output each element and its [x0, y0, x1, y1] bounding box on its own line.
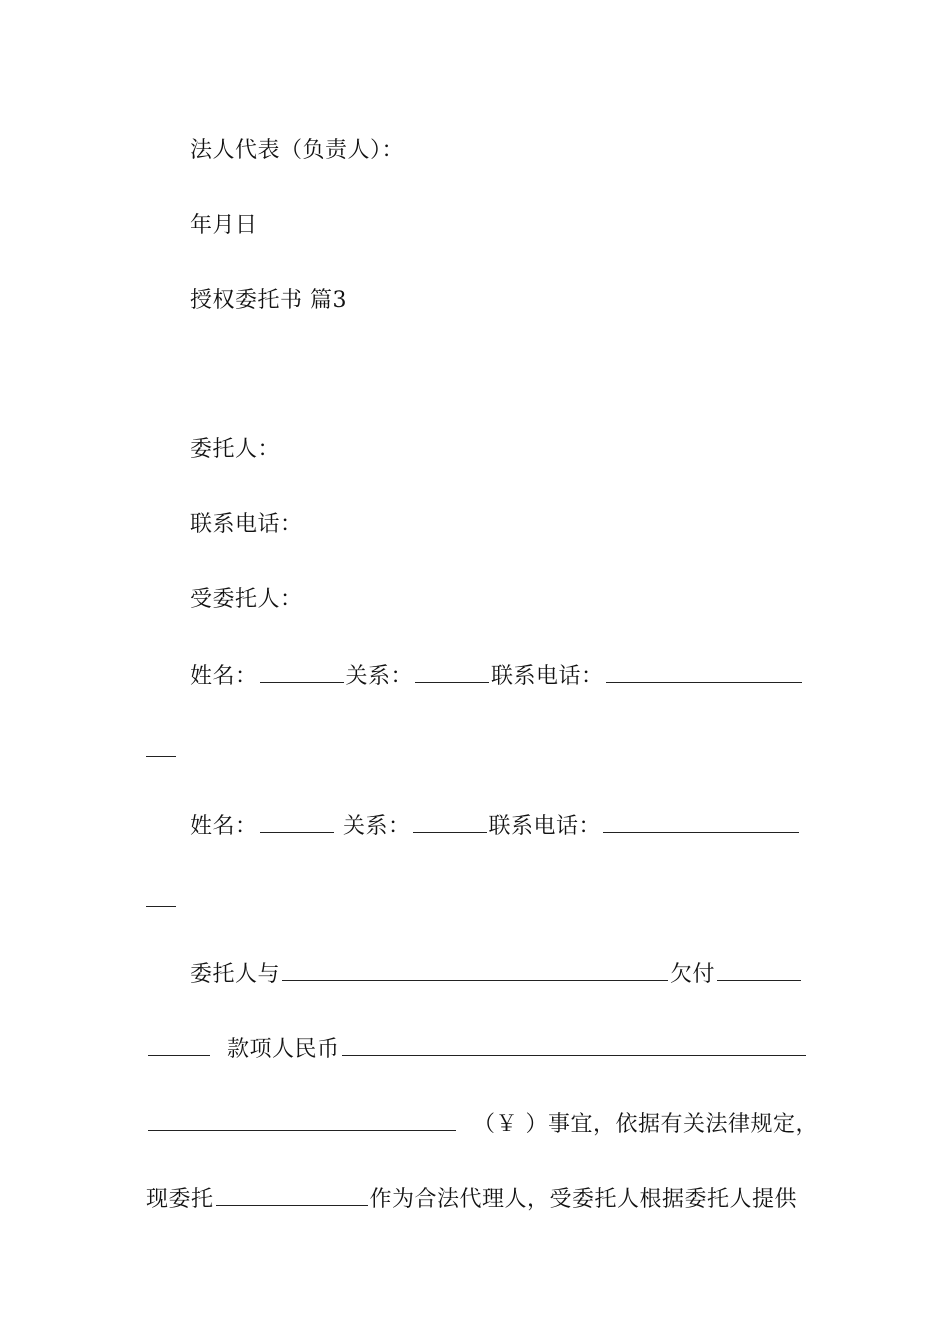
phone-blank[interactable]	[603, 810, 799, 833]
principal-label: 委托人：	[190, 437, 281, 462]
debt-blank[interactable]	[717, 958, 801, 981]
amount-blank[interactable]	[342, 1033, 806, 1056]
paragraph-text: （￥ ）事宜，依据有关法律规定，	[473, 1112, 818, 1137]
name-blank[interactable]	[260, 660, 344, 683]
paragraph-line-2	[146, 1033, 808, 1065]
paragraph-line-3	[146, 1108, 818, 1140]
name-label: 姓名：	[190, 814, 258, 839]
agent-row-2	[190, 810, 801, 842]
principal-phone-line	[190, 510, 303, 540]
date-label: 年月日	[190, 213, 258, 238]
section-title-text: 授权委托书 篇3	[190, 288, 347, 313]
name-label: 姓名：	[190, 664, 258, 689]
phone-label: 联系电话：	[488, 814, 602, 839]
attorney-blank[interactable]	[216, 1183, 368, 1206]
phone-blank-continuation[interactable]	[146, 906, 176, 907]
agent-label: 受委托人：	[190, 587, 303, 612]
paragraph-text: 现委托	[146, 1187, 214, 1212]
agent-row-1	[190, 660, 804, 692]
paragraph-text: 作为合法代理人，受委托人根据委托人提供	[369, 1187, 798, 1212]
amount-blank-continuation[interactable]	[148, 1108, 456, 1131]
paragraph-line-1	[190, 958, 803, 990]
phone-blank[interactable]	[606, 660, 802, 683]
relation-label: 关系：	[343, 814, 411, 839]
relation-blank[interactable]	[415, 660, 489, 683]
phone-label: 联系电话：	[491, 664, 604, 689]
paragraph-line-4	[146, 1183, 797, 1215]
paragraph-text: 款项人民币	[227, 1037, 340, 1062]
principal-phone-label: 联系电话：	[190, 512, 303, 537]
relation-label: 关系：	[345, 664, 414, 689]
legal-representative-line	[190, 136, 404, 166]
principal-line	[190, 435, 280, 465]
paragraph-text: 欠付	[670, 962, 716, 987]
date-line	[190, 211, 258, 241]
legal-representative-label: 法人代表（负责人）：	[190, 138, 405, 163]
agent-line	[190, 585, 303, 615]
relation-blank[interactable]	[413, 810, 487, 833]
section-title	[190, 286, 347, 316]
creditor-blank[interactable]	[282, 958, 668, 981]
debt-blank-continuation[interactable]	[148, 1033, 210, 1056]
name-blank[interactable]	[260, 810, 334, 833]
phone-blank-continuation[interactable]	[146, 756, 176, 757]
paragraph-text: 委托人与	[190, 962, 281, 987]
